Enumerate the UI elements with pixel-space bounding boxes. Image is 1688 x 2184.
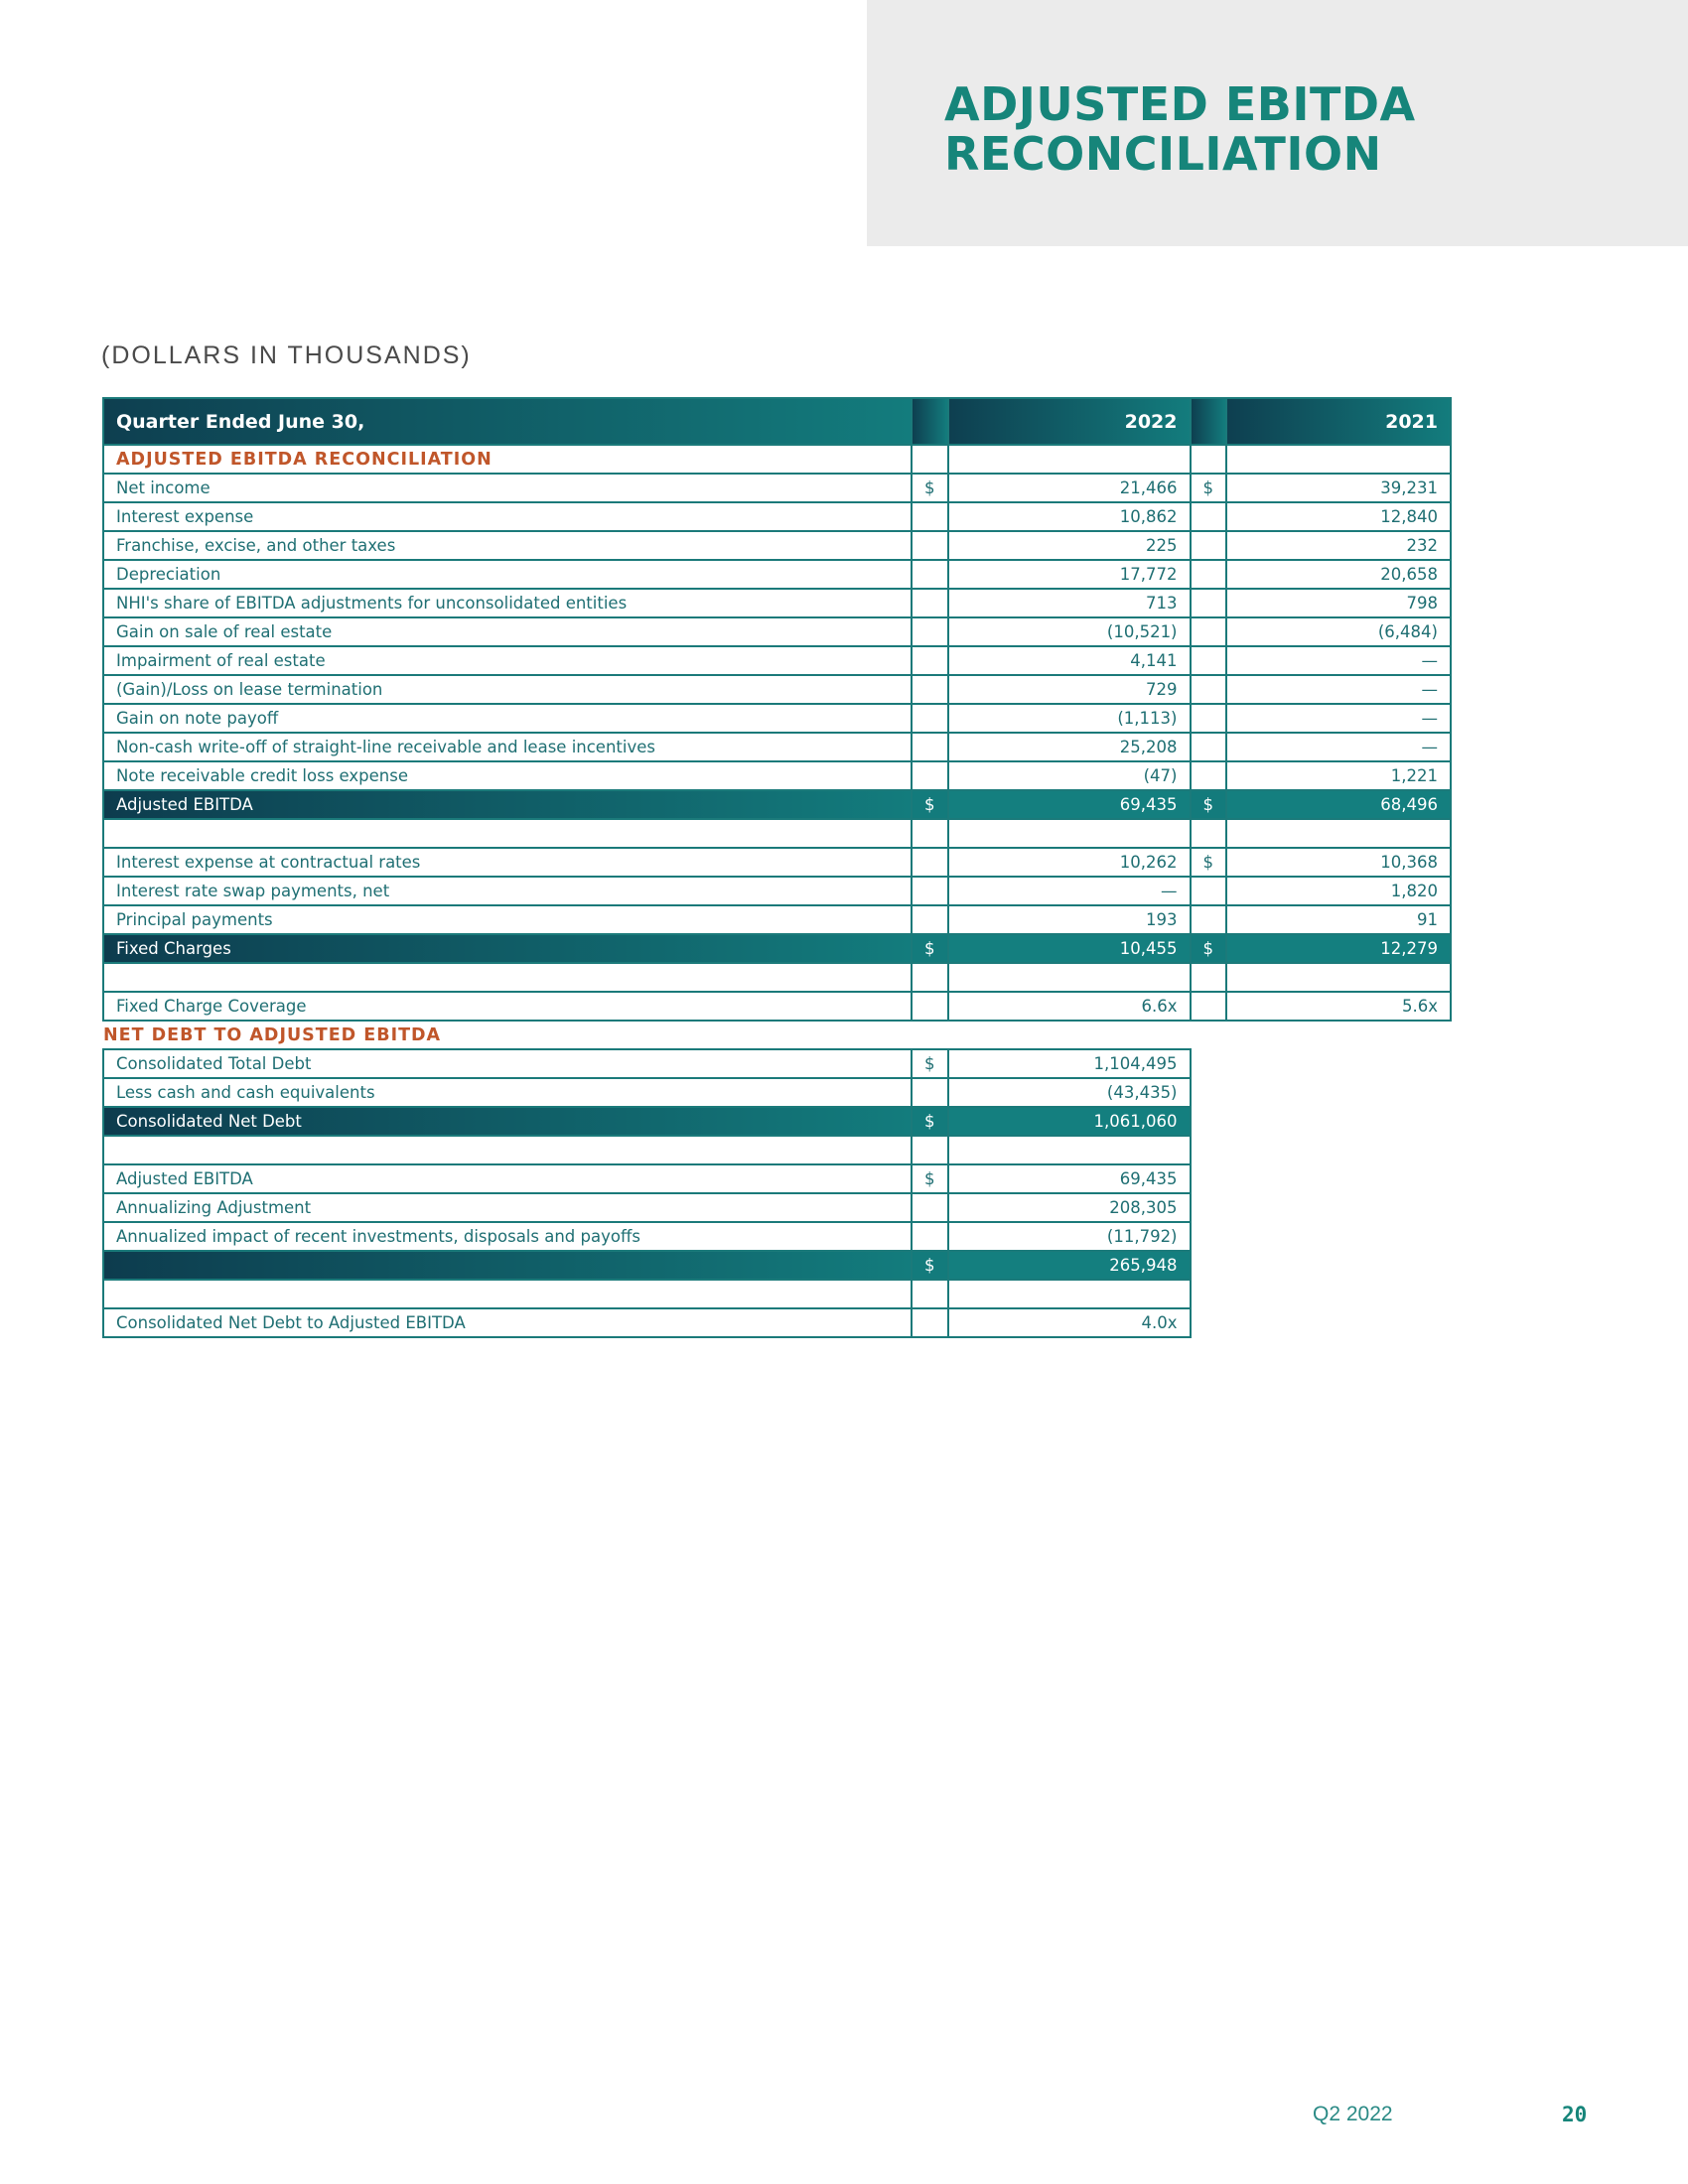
empty-cell [1191,1078,1227,1107]
dollar-sign [912,589,948,617]
net-debt-total-row [103,1107,1451,1136]
value-2022: 4,141 [948,646,1191,675]
blank-cell [103,1280,912,1308]
value-2021: 1,820 [1226,877,1451,905]
row-label: (Gain)/Loss on lease termination [103,675,912,704]
table-header-row [103,398,1451,445]
row-label: Interest rate swap payments, net [103,877,912,905]
value-2021: 5.6x [1226,992,1451,1021]
fixed-charge-coverage-row [103,992,1451,1021]
dollar-sign [912,761,948,790]
dollar-sign [1191,531,1227,560]
blank-cell [1226,819,1451,848]
empty-cell [1191,1136,1227,1164]
dollar-sign [1191,761,1227,790]
section-title-row [103,445,1451,474]
table-row [103,646,1451,675]
dollar-sign [912,560,948,589]
empty-cell [1226,1136,1451,1164]
section-title: NET DEBT TO ADJUSTED EBITDA [103,1024,442,1045]
table-row [103,1078,1451,1107]
dollar-sign: $ [912,474,948,502]
value-2022: (10,521) [948,617,1191,646]
dollar-sign [912,646,948,675]
value-2022: 10,262 [948,848,1191,877]
page-title-line2: RECONCILIATION [944,127,1382,181]
dollar-sign [1191,589,1227,617]
empty-cell [948,1021,1191,1049]
header-spacer [912,398,948,445]
row-label [103,1251,912,1280]
dollar-sign: $ [912,1164,948,1193]
row-value: 208,305 [948,1193,1191,1222]
dollar-sign: $ [912,1251,948,1280]
blank-cell [948,963,1191,992]
row-label: Net income [103,474,912,502]
dollar-sign: $ [1191,848,1227,877]
value-2021: — [1226,675,1451,704]
dollar-sign [1191,502,1227,531]
dollar-sign: $ [1191,934,1227,963]
row-label: Consolidated Total Debt [103,1049,912,1078]
row-value: 1,104,495 [948,1049,1191,1078]
row-label: Consolidated Net Debt to Adjusted EBITDA [103,1308,912,1337]
dollar-sign [1191,905,1227,934]
value-2021: 91 [1226,905,1451,934]
blank-cell [1226,445,1451,474]
dollar-sign: $ [1191,474,1227,502]
blank-cell [912,445,948,474]
empty-cell [1191,1049,1227,1078]
empty-cell [1226,1222,1451,1251]
value-2022: 729 [948,675,1191,704]
value-2021: 20,658 [1226,560,1451,589]
row-value: 69,435 [948,1164,1191,1193]
dollar-sign [1191,704,1227,733]
table-row [103,761,1451,790]
empty-cell [1226,1193,1451,1222]
empty-cell [1191,1308,1227,1337]
units-label: (DOLLARS IN THOUSANDS) [101,341,472,369]
row-label: Principal payments [103,905,912,934]
table-row [103,848,1451,877]
footer-quarter: Q2 2022 [1313,2103,1393,2125]
dollar-sign [912,877,948,905]
page-title [944,79,1416,179]
blank-cell [1191,445,1227,474]
row-value: (11,792) [948,1222,1191,1251]
dollar-sign [912,992,948,1021]
row-label: Fixed Charges [103,934,912,963]
value-2022: 10,862 [948,502,1191,531]
empty-cell [1226,1078,1451,1107]
blank-row [103,1280,1451,1308]
row-value: (43,435) [948,1078,1191,1107]
empty-cell [1226,1280,1451,1308]
empty-cell [1226,1308,1451,1337]
empty-cell [1191,1164,1227,1193]
dollar-sign [1191,646,1227,675]
value-2021: 10,368 [1226,848,1451,877]
empty-cell [1226,1251,1451,1280]
value-2021: — [1226,646,1451,675]
empty-cell [1226,1021,1451,1049]
dollar-sign [912,675,948,704]
dollar-sign: $ [912,934,948,963]
table-row [103,704,1451,733]
blank-cell [948,1280,1191,1308]
row-value: 265,948 [948,1251,1191,1280]
row-label: Less cash and cash equivalents [103,1078,912,1107]
blank-cell [912,1280,948,1308]
dollar-sign [912,1308,948,1337]
dollar-sign [1191,675,1227,704]
value-2021: 798 [1226,589,1451,617]
table-row [103,531,1451,560]
row-label: Non-cash write-off of straight-line receivable and lease incentives [103,733,912,761]
table-row [103,589,1451,617]
row-label: Gain on note payoff [103,704,912,733]
table-row [103,905,1451,934]
section-title: ADJUSTED EBITDA RECONCILIATION [103,445,912,474]
blank-cell [912,1136,948,1164]
dollar-sign [912,617,948,646]
blank-cell [103,963,912,992]
blank-cell [103,819,912,848]
table-row [103,733,1451,761]
table-row [103,617,1451,646]
annualized-total-row [103,1251,1451,1280]
table-row [103,474,1451,502]
row-label: Franchise, excise, and other taxes [103,531,912,560]
empty-cell [1191,1107,1227,1136]
row-label: Adjusted EBITDA [103,1164,912,1193]
empty-cell [1191,1021,1227,1049]
row-value: 1,061,060 [948,1107,1191,1136]
table-row [103,1164,1451,1193]
blank-cell [948,819,1191,848]
column-header-2021: 2021 [1226,398,1451,445]
dollar-sign [912,531,948,560]
value-2022: 10,455 [948,934,1191,963]
table-row [103,502,1451,531]
dollar-sign [1191,617,1227,646]
value-2021: 68,496 [1226,790,1451,819]
dollar-sign [1191,877,1227,905]
value-2021: 232 [1226,531,1451,560]
dollar-sign [1191,560,1227,589]
blank-row [103,819,1451,848]
row-label: Gain on sale of real estate [103,617,912,646]
empty-cell [1191,1193,1227,1222]
empty-cell [1226,1164,1451,1193]
value-2022: (1,113) [948,704,1191,733]
dollar-sign [912,733,948,761]
blank-row [103,963,1451,992]
value-2022: 193 [948,905,1191,934]
value-2021: 1,221 [1226,761,1451,790]
empty-cell [912,1021,948,1049]
value-2022: 25,208 [948,733,1191,761]
value-2021: — [1226,733,1451,761]
row-label: Adjusted EBITDA [103,790,912,819]
row-label: Annualizing Adjustment [103,1193,912,1222]
net-debt-ratio-row [103,1308,1451,1337]
value-2022: 21,466 [948,474,1191,502]
dollar-sign [912,905,948,934]
dollar-sign: $ [1191,790,1227,819]
table-row [103,1049,1451,1078]
row-label: Fixed Charge Coverage [103,992,912,1021]
row-label: NHI's share of EBITDA adjustments for unconsolidated entities [103,589,912,617]
empty-cell [1191,1251,1227,1280]
dollar-sign [912,704,948,733]
value-2022: 69,435 [948,790,1191,819]
dollar-sign [1191,992,1227,1021]
row-label: Interest expense [103,502,912,531]
table-row [103,1222,1451,1251]
value-2022: 6.6x [948,992,1191,1021]
value-2021: 12,279 [1226,934,1451,963]
table-row [103,560,1451,589]
table-row [103,675,1451,704]
row-label: Depreciation [103,560,912,589]
blank-cell [912,819,948,848]
blank-row [103,1136,1451,1164]
dollar-sign [912,1078,948,1107]
empty-cell [1191,1280,1227,1308]
row-label: Note receivable credit loss expense [103,761,912,790]
value-2022: — [948,877,1191,905]
dollar-sign: $ [912,1107,948,1136]
column-header-label: Quarter Ended June 30, [103,398,912,445]
blank-cell [948,445,1191,474]
ebitda-reconciliation-table [102,397,1452,1338]
row-label: Interest expense at contractual rates [103,848,912,877]
value-2021: (6,484) [1226,617,1451,646]
dollar-sign: $ [912,1049,948,1078]
value-2021: — [1226,704,1451,733]
dollar-sign [912,1193,948,1222]
dollar-sign [912,502,948,531]
empty-cell [1226,1049,1451,1078]
empty-cell [1191,1222,1227,1251]
adjusted-ebitda-total-row [103,790,1451,819]
dollar-sign [912,1222,948,1251]
dollar-sign [912,848,948,877]
row-value: 4.0x [948,1308,1191,1337]
value-2022: 225 [948,531,1191,560]
column-header-2022: 2022 [948,398,1191,445]
blank-cell [912,963,948,992]
blank-cell [1226,963,1451,992]
blank-cell [948,1136,1191,1164]
dollar-sign: $ [912,790,948,819]
row-label: Consolidated Net Debt [103,1107,912,1136]
blank-cell [1191,963,1227,992]
table-row [103,1193,1451,1222]
fixed-charges-total-row [103,934,1451,963]
blank-cell [1191,819,1227,848]
dollar-sign [1191,733,1227,761]
table-row [103,877,1451,905]
value-2022: 713 [948,589,1191,617]
page-number: 20 [1562,2103,1588,2126]
value-2022: (47) [948,761,1191,790]
section-title-row [103,1021,1451,1049]
value-2021: 12,840 [1226,502,1451,531]
page-title-line1: ADJUSTED EBITDA [944,77,1416,131]
header-spacer [1191,398,1227,445]
value-2021: 39,231 [1226,474,1451,502]
empty-cell [1226,1107,1451,1136]
row-label: Impairment of real estate [103,646,912,675]
blank-cell [103,1136,912,1164]
value-2022: 17,772 [948,560,1191,589]
row-label: Annualized impact of recent investments, disposals and payoffs [103,1222,912,1251]
